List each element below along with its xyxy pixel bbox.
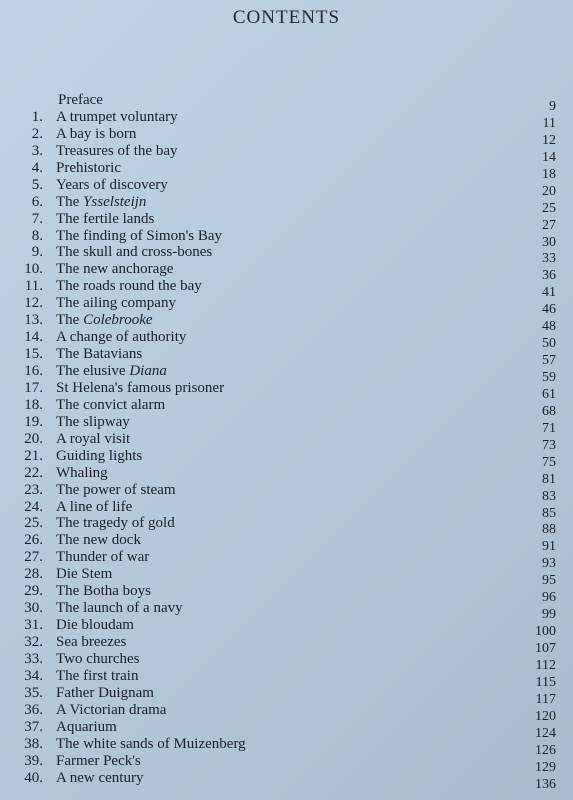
chapter-number: 32. <box>24 634 43 650</box>
chapter-number: 18. <box>24 396 43 413</box>
page-number: 41 <box>542 285 556 301</box>
chapter-title <box>56 312 153 328</box>
chapter-title: A change of authority <box>56 329 187 346</box>
chapter-title: A new century <box>56 769 144 786</box>
page-number: 120 <box>535 708 556 724</box>
contents-entry <box>0 396 573 419</box>
page-number: 115 <box>535 674 556 690</box>
page-number: 95 <box>542 573 556 589</box>
contents-entry <box>0 515 573 538</box>
chapter-number: 3. <box>31 142 43 159</box>
chapter-number: 8. <box>31 227 43 244</box>
contents-entry <box>0 600 573 623</box>
page-number: 20 <box>542 183 556 199</box>
contents-entry <box>0 684 573 707</box>
chapter-title: The slipway <box>56 413 130 430</box>
page-number: 129 <box>535 759 556 775</box>
chapter-title: A line of life <box>56 498 133 515</box>
chapter-title: The first train <box>56 667 139 684</box>
page-number: 83 <box>542 488 556 504</box>
contents-entry <box>0 329 573 352</box>
chapter-number: 24. <box>24 498 43 515</box>
page-number: 14 <box>542 149 556 165</box>
chapter-title: Thunder of war <box>56 549 150 566</box>
chapter-number: 37. <box>24 718 43 735</box>
page-number: 75 <box>542 454 556 470</box>
page-number: 68 <box>542 403 556 419</box>
chapter-number: 5. <box>31 176 43 193</box>
chapter-title: Years of discovery <box>56 176 168 193</box>
chapter-number: 16. <box>24 363 43 379</box>
chapter-number: 13. <box>24 312 43 329</box>
chapter-number: 4. <box>31 159 43 176</box>
chapter-title: Die bloudam <box>56 617 134 634</box>
contents-entry <box>0 227 573 250</box>
chapter-number: 19. <box>24 413 43 430</box>
chapter-title: The skull and cross-bones <box>56 244 213 261</box>
chapter-number: 38. <box>24 735 43 752</box>
page-number: 117 <box>535 691 556 707</box>
chapter-title: Prehistoric <box>56 159 121 176</box>
page-number: 99 <box>542 607 556 623</box>
chapter-number: 9. <box>31 244 43 261</box>
contents-entry <box>0 142 573 165</box>
chapter-number: 40. <box>24 769 43 786</box>
contents-entry <box>0 667 573 690</box>
page-number: 71 <box>542 420 556 436</box>
chapter-number: 39. <box>24 752 43 769</box>
page-number: 27 <box>542 217 556 233</box>
chapter-title: A royal visit <box>56 430 131 447</box>
chapter-number: 1. <box>31 108 43 125</box>
chapter-number: 29. <box>24 583 43 600</box>
chapter-number: 28. <box>24 566 43 583</box>
chapter-title: Farmer Peck's <box>56 752 141 769</box>
page-number: 57 <box>542 353 556 369</box>
contents-entry <box>0 312 573 335</box>
contents-entry <box>0 278 573 301</box>
chapter-title: The new anchorage <box>56 261 174 278</box>
chapter-title-prefix: The elusive <box>56 363 130 379</box>
chapter-number: 20. <box>24 430 43 447</box>
page-number: 124 <box>535 725 556 741</box>
contents-entry <box>0 481 573 504</box>
page-number: 30 <box>542 234 556 250</box>
page-number: 9 <box>549 99 556 114</box>
chapter-number: 10. <box>24 261 43 278</box>
chapter-number: 30. <box>24 600 43 617</box>
contents-entry <box>0 769 573 792</box>
page-number: 11 <box>542 115 556 131</box>
page-number: 12 <box>542 132 556 148</box>
page-number: 73 <box>542 437 556 453</box>
chapter-title: Aquarium <box>56 718 117 735</box>
chapter-number: 34. <box>24 667 43 684</box>
chapter-title: Treasures of the bay <box>56 142 178 159</box>
chapter-title: Whaling <box>56 464 108 481</box>
chapter-title: Guiding lights <box>56 447 143 464</box>
contents-entry <box>0 498 573 521</box>
contents-entry <box>0 210 573 233</box>
contents-entry <box>0 583 573 606</box>
contents-entry <box>0 617 573 640</box>
chapter-title: Die Stem <box>56 566 113 583</box>
contents-entry <box>0 447 573 470</box>
chapter-title: A trumpet voluntary <box>56 108 178 125</box>
contents-entry <box>0 295 573 318</box>
chapter-title: The fertile lands <box>56 210 155 227</box>
chapter-number: 17. <box>24 379 43 396</box>
contents-entry <box>0 701 573 724</box>
contents-entry <box>0 650 573 673</box>
contents-entry <box>0 430 573 453</box>
chapter-number: 26. <box>24 532 43 549</box>
chapter-title-prefix: The <box>56 193 84 210</box>
page-number: 85 <box>542 505 556 521</box>
contents-entry <box>0 718 573 741</box>
page-number: 112 <box>535 657 556 673</box>
contents-entry <box>0 193 573 216</box>
contents-entry <box>0 464 573 487</box>
chapter-number: 33. <box>24 650 43 667</box>
chapter-title: The power of steam <box>56 481 176 498</box>
chapter-title: Two churches <box>56 650 140 667</box>
chapter-title <box>56 363 167 379</box>
chapter-number: 31. <box>24 617 43 634</box>
chapter-number: 36. <box>24 701 43 718</box>
chapter-number: 23. <box>24 481 43 498</box>
page-number: 50 <box>542 336 556 352</box>
chapter-title: The tragedy of gold <box>56 515 175 532</box>
contents-entry <box>0 176 573 199</box>
contents-entry <box>0 549 573 572</box>
contents-entry <box>0 346 573 369</box>
page-number: 107 <box>535 641 556 656</box>
chapter-title-prefix: The <box>56 312 84 329</box>
chapter-title: The convict alarm <box>56 396 166 413</box>
chapter-number: 11. <box>24 278 43 295</box>
preface-title: Preface <box>58 92 103 108</box>
contents-entry <box>0 379 573 402</box>
chapter-title-italic: Ysselsteijn <box>83 193 147 210</box>
contents-entry <box>0 244 573 267</box>
chapter-number: 14. <box>24 329 43 346</box>
chapter-title: Sea breezes <box>56 634 127 650</box>
chapter-number: 12. <box>24 295 43 312</box>
chapter-number: 6. <box>31 193 43 210</box>
chapter-title: The ailing company <box>56 295 176 312</box>
chapter-title: The white sands of Muizenberg <box>56 735 246 752</box>
page-number: 48 <box>542 319 556 335</box>
contents-entry <box>0 92 573 114</box>
chapter-title: Father Duignam <box>56 684 154 701</box>
chapter-number: 15. <box>24 346 43 363</box>
contents-entry <box>0 532 573 555</box>
chapter-number: 27. <box>24 549 43 566</box>
contents-entry <box>0 363 573 385</box>
contents-entry <box>0 108 573 131</box>
contents-entry <box>0 752 573 775</box>
page-number: 46 <box>542 302 556 318</box>
chapter-title: St Helena's famous prisoner <box>56 379 225 396</box>
chapter-title: The Botha boys <box>56 583 151 600</box>
chapter-title: The new dock <box>56 532 141 549</box>
contents-entry <box>0 634 573 656</box>
page-number: 18 <box>542 166 556 182</box>
chapter-title: The launch of a navy <box>56 600 183 617</box>
chapter-number: 7. <box>31 210 43 227</box>
contents-entry <box>0 261 573 284</box>
contents-list <box>0 92 573 792</box>
chapter-title-italic: Colebrooke <box>83 312 153 329</box>
page-title: CONTENTS <box>232 7 341 28</box>
page-number: 61 <box>542 386 556 402</box>
page-number: 25 <box>542 200 556 216</box>
page-number: 59 <box>542 370 556 385</box>
chapter-title <box>56 194 146 210</box>
chapter-number: 21. <box>24 447 43 464</box>
chapter-title-italic: Diana <box>129 363 167 379</box>
chapter-title: The finding of Simon's Bay <box>56 227 223 244</box>
chapter-number: 22. <box>24 464 43 481</box>
contents-entry <box>0 125 573 148</box>
page-number: 93 <box>542 556 556 572</box>
chapter-number: 25. <box>24 515 43 532</box>
contents-entry <box>0 735 573 758</box>
page-number: 91 <box>542 539 556 555</box>
contents-entry <box>0 159 573 182</box>
chapter-number: 35. <box>24 684 43 701</box>
page-number: 88 <box>542 522 556 538</box>
chapter-title: The roads round the bay <box>56 278 202 295</box>
page-number: 36 <box>542 268 556 284</box>
contents-entry <box>0 413 573 436</box>
chapter-title: A Victorian drama <box>56 701 167 718</box>
chapter-number: 2. <box>31 125 43 142</box>
page-number: 100 <box>535 624 556 640</box>
page-number: 136 <box>535 776 556 792</box>
chapter-title: The Batavians <box>56 346 143 363</box>
page-number: 33 <box>542 251 556 267</box>
chapter-title: A bay is born <box>56 125 137 142</box>
page-number: 81 <box>542 471 556 487</box>
page-number: 126 <box>535 742 556 758</box>
contents-entry <box>0 566 573 589</box>
page-number: 96 <box>542 590 556 606</box>
